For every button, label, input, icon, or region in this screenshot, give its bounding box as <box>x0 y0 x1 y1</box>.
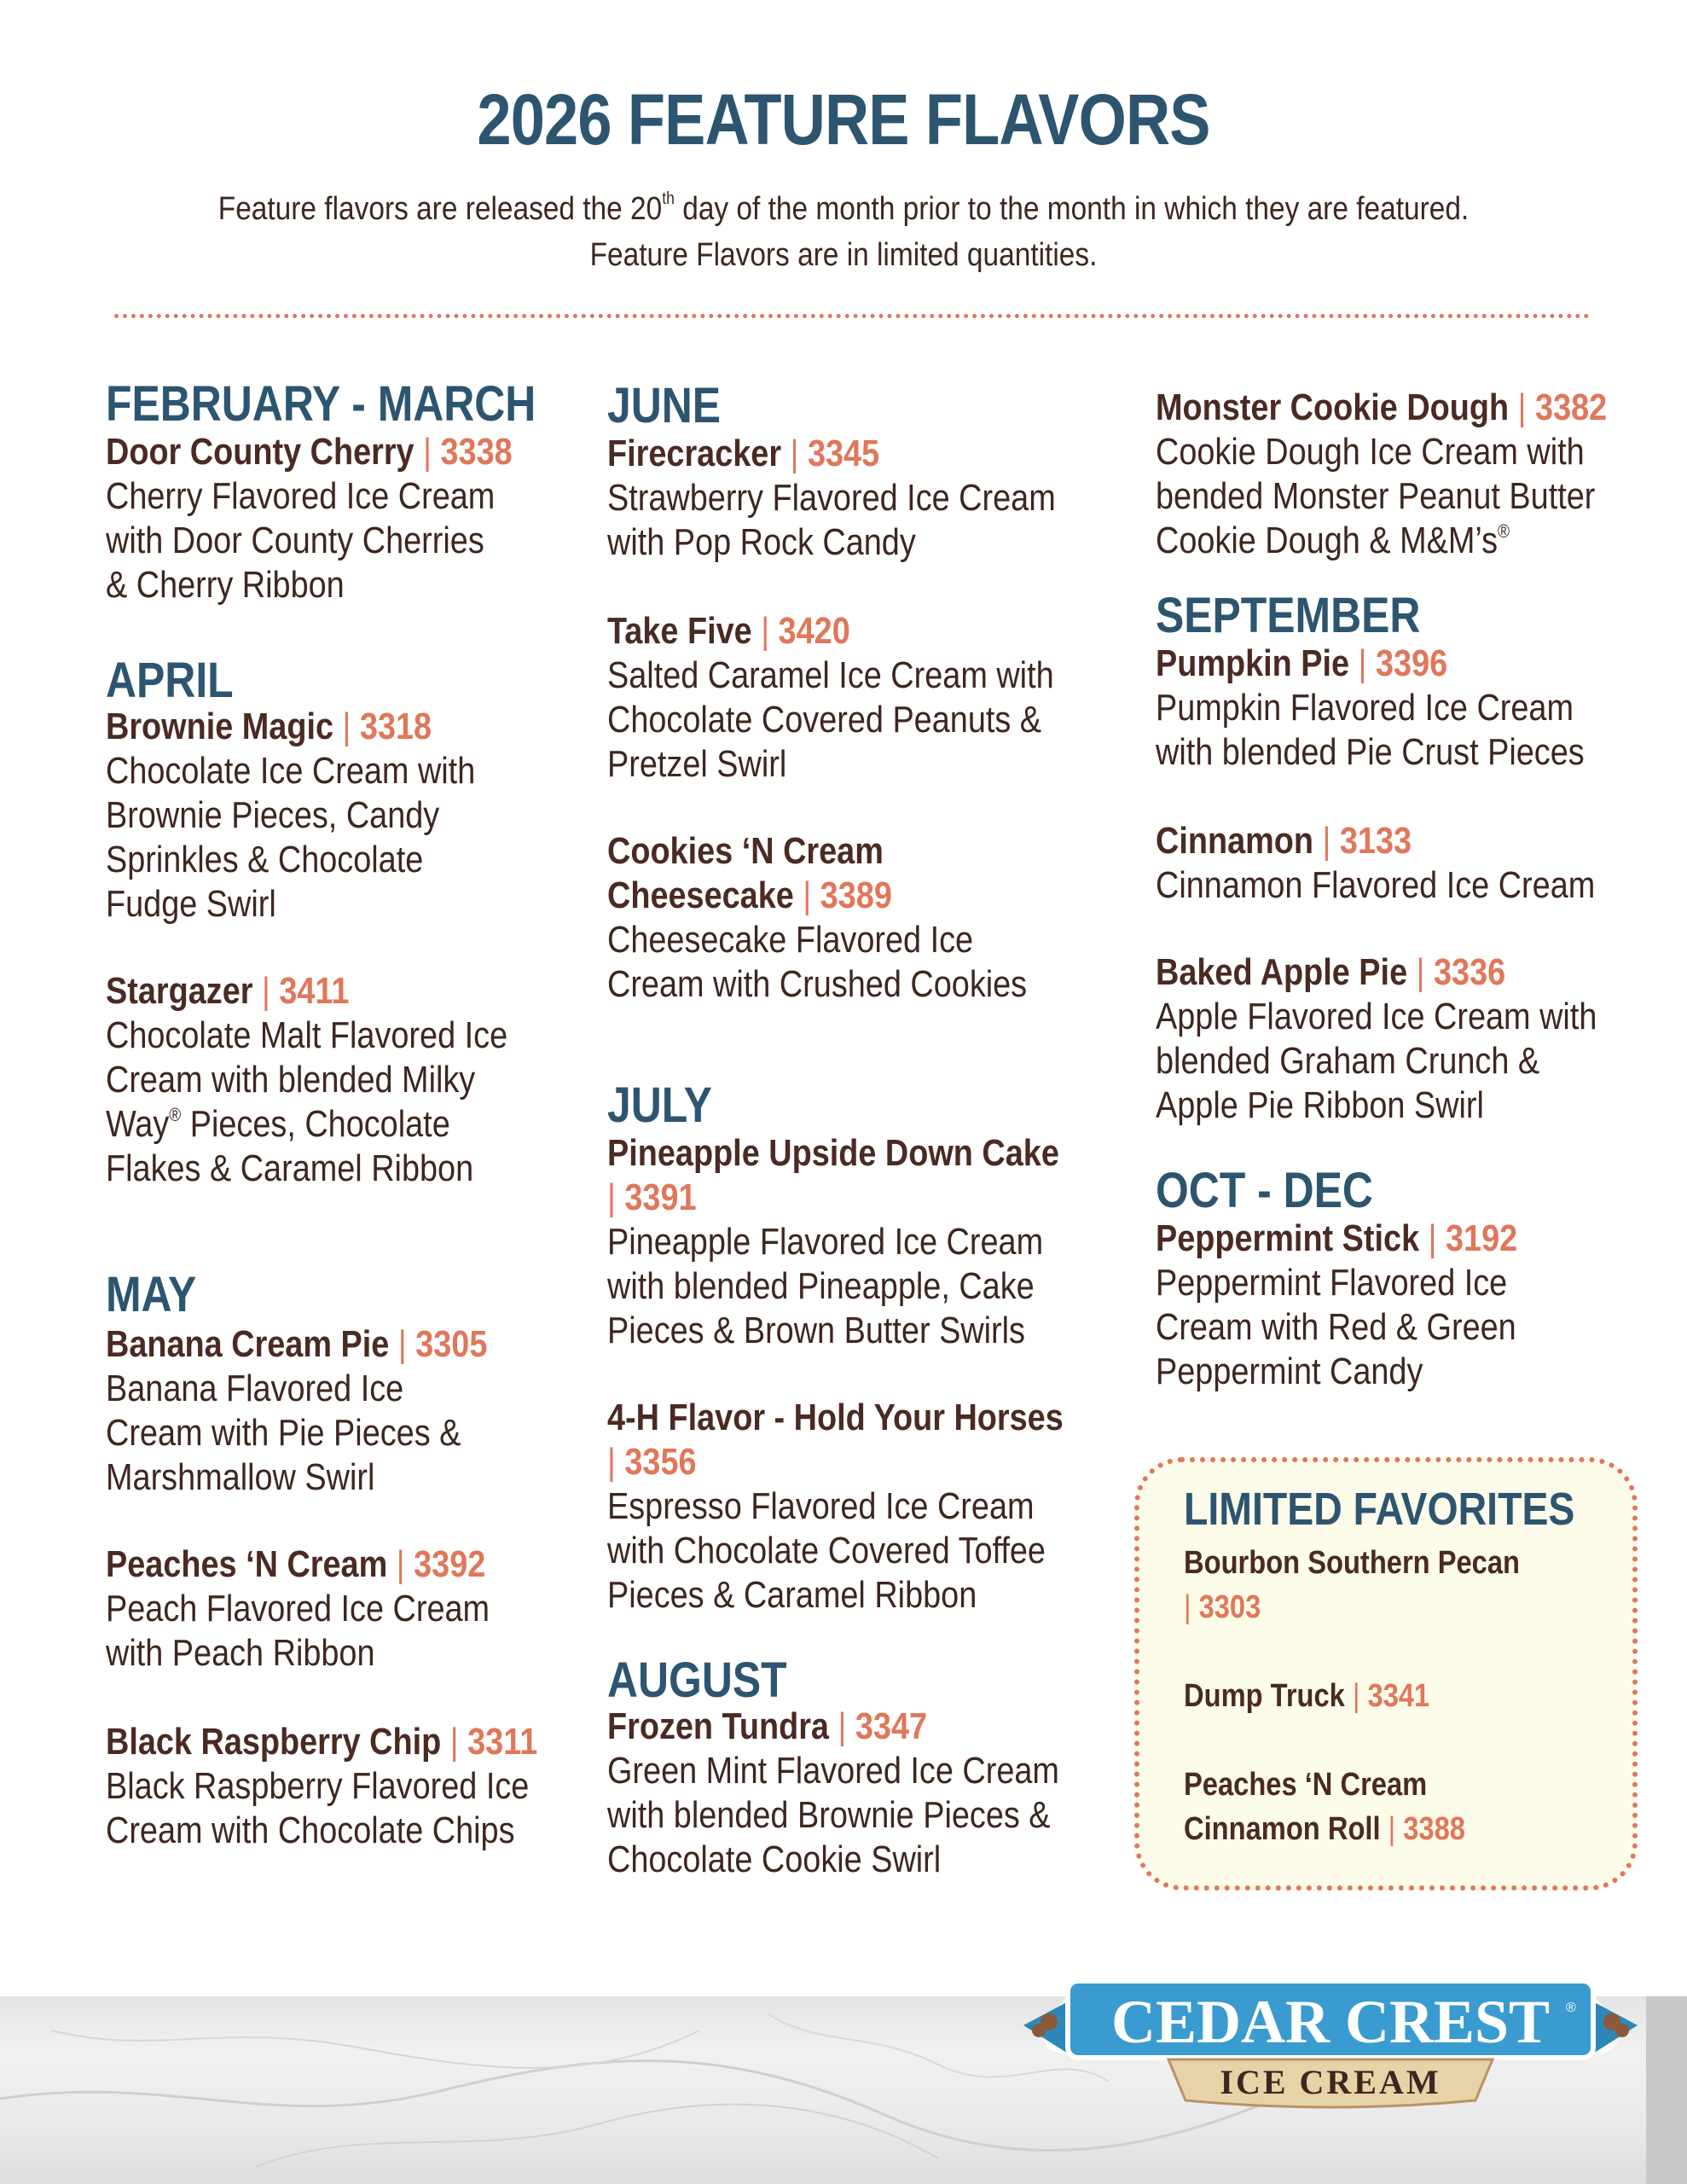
favorite-code: 3303 <box>1198 1589 1261 1625</box>
intro-line1-end: day of the month prior to the month in which they are featured. <box>674 191 1470 227</box>
desc-line: Strawberry Flavored Ice Cream <box>607 477 1056 519</box>
flavor-name <box>607 1396 1064 1440</box>
desc-line: Peppermint Candy <box>1156 1350 1423 1392</box>
separator: | <box>449 1721 459 1763</box>
logo-tagline: ICE CREAM <box>1220 2063 1441 2101</box>
flavor-description <box>106 474 619 607</box>
desc-line: with Door County Cherries <box>106 520 484 561</box>
desc-line: Cream with Crushed Cookies <box>607 963 1028 1005</box>
flavor-code: 3396 <box>1375 642 1448 684</box>
logo-registered: ® <box>1566 2001 1576 2015</box>
desc-line: Cream with Red & Green <box>1156 1306 1516 1348</box>
desc-line: & Cherry Ribbon <box>106 564 345 606</box>
flavor-title: Frozen Tundra <box>607 1705 829 1747</box>
separator: | <box>838 1705 847 1747</box>
flavor-name <box>1156 1217 1596 1261</box>
desc-line: with Pop Rock Candy <box>607 521 916 563</box>
flavor-title: Pumpkin Pie <box>1156 642 1350 684</box>
desc-line: Peppermint Flavored Ice <box>1156 1262 1508 1304</box>
desc-line: Pieces & Brown Butter Swirls <box>607 1310 1025 1351</box>
favorite-code-line <box>1184 1585 1261 1629</box>
desc-line: Sprinkles & Chocolate <box>106 839 424 880</box>
flavor-hold-your-horses <box>607 1396 1119 1618</box>
flavor-stargazer <box>106 969 617 1191</box>
flavor-description <box>106 1764 619 1853</box>
desc-line: Chocolate Ice Cream with <box>106 750 476 792</box>
desc-line: Cookie Dough Ice Cream with <box>1156 431 1585 473</box>
flavor-description <box>106 1014 619 1191</box>
heading-july: JULY <box>607 1077 712 1133</box>
flavor-name-line2 <box>607 874 1047 918</box>
desc-line: Peach Flavored Ice Cream <box>106 1588 490 1629</box>
flavor-description <box>1156 863 1669 908</box>
flavor-door-county-cherry <box>106 430 617 607</box>
desc-line: with blended Pineapple, Cake <box>607 1265 1035 1307</box>
desc-line: Brownie Pieces, Candy <box>106 794 440 836</box>
flavor-cinnamon <box>1156 819 1667 908</box>
flavor-code: 3411 <box>279 970 350 1012</box>
flavor-description <box>607 918 1121 1007</box>
flavor-code: 3356 <box>624 1441 697 1483</box>
separator: | <box>607 1176 616 1218</box>
flavor-title: Peppermint Stick <box>1156 1217 1420 1259</box>
flavor-baked-apple-pie <box>1156 950 1667 1128</box>
flavor-code: 3382 <box>1535 386 1608 428</box>
flavor-description <box>106 1587 619 1676</box>
desc-line: Cheesecake Flavored Ice <box>607 919 974 961</box>
separator: | <box>397 1323 407 1365</box>
flavor-description <box>1156 430 1669 563</box>
logo-brand: CEDAR CREST <box>1110 1988 1551 2056</box>
separator: | <box>1184 1589 1191 1625</box>
flavor-code-line <box>607 1176 1047 1220</box>
flavor-name <box>1156 819 1596 863</box>
favorite-code: 3388 <box>1403 1811 1465 1847</box>
flavor-description <box>607 653 1121 787</box>
desc-line: Marshmallow Swirl <box>106 1456 375 1498</box>
flavor-name <box>106 1542 546 1587</box>
flavor-name <box>106 1322 546 1367</box>
flavor-pineapple-upside-down-cake <box>607 1131 1119 1353</box>
separator: | <box>1388 1811 1396 1847</box>
flavor-code-line <box>607 1440 1047 1484</box>
flavor-name <box>106 1720 546 1764</box>
desc-line: Pumpkin Flavored Ice Cream <box>1156 687 1574 729</box>
intro-text <box>101 186 1586 278</box>
desc-line: Black Raspberry Flavored Ice <box>106 1765 530 1807</box>
cedar-crest-logo <box>1015 1947 1646 2117</box>
flavor-pumpkin-pie <box>1156 642 1667 775</box>
flavor-title: Baked Apple Pie <box>1156 951 1408 993</box>
flavor-description <box>1156 686 1669 775</box>
flavor-title: Take Five <box>607 610 752 652</box>
desc-text: Pieces, Chocolate <box>181 1103 450 1145</box>
flavor-banana-cream-pie <box>106 1322 617 1500</box>
flavor-name <box>607 1705 1047 1749</box>
flavor-title: Peaches ‘N Cream <box>106 1543 388 1585</box>
separator: | <box>790 433 799 474</box>
separator: | <box>261 970 270 1012</box>
desc-line: blended Graham Crunch & <box>1156 1040 1540 1082</box>
flavor-title: Cinnamon <box>1156 820 1313 862</box>
flavor-name <box>607 1131 1059 1176</box>
flavor-description <box>607 1484 1121 1618</box>
flavor-monster-cookie-dough <box>1156 386 1667 563</box>
flavor-frozen-tundra <box>607 1705 1119 1882</box>
flavor-code: 3347 <box>855 1705 928 1747</box>
flavor-code: 3318 <box>359 706 432 747</box>
flavor-code: 3338 <box>440 431 513 473</box>
desc-line: Chocolate Malt Flavored Ice <box>106 1014 508 1056</box>
desc-line <box>1156 519 1669 563</box>
separator: | <box>396 1543 405 1585</box>
separator: | <box>1322 820 1331 862</box>
flavor-title: Stargazer <box>106 970 253 1012</box>
desc-line: Cherry Flavored Ice Cream <box>106 475 496 517</box>
desc-line: Salted Caramel Ice Cream with <box>607 654 1054 696</box>
desc-text: Way <box>106 1103 170 1145</box>
flavor-black-raspberry-chip <box>106 1720 617 1853</box>
registered-mark: ® <box>169 1104 182 1125</box>
flavor-code: 3345 <box>807 433 880 474</box>
desc-line: Cream with Pie Pieces & <box>106 1412 461 1454</box>
flavor-description <box>607 476 1121 565</box>
flavor-description <box>607 1220 1121 1353</box>
intro-superscript: th <box>662 189 675 208</box>
flavor-name <box>106 430 546 474</box>
separator: | <box>1358 642 1367 684</box>
flavor-peppermint-stick <box>1156 1217 1667 1394</box>
flavor-cookies-n-cream-cheesecake <box>607 829 1119 1007</box>
heading-may: MAY <box>106 1267 197 1322</box>
flavor-name <box>607 829 1047 874</box>
favorite-bourbon-southern-pecan <box>1184 1541 1520 1585</box>
flavor-code: 3391 <box>624 1176 697 1218</box>
flavor-title: Brownie Magic <box>106 706 334 747</box>
flavor-code: 3420 <box>778 610 850 652</box>
desc-line: with blended Brownie Pieces & <box>607 1794 1051 1836</box>
favorite-name: Dump Truck <box>1184 1678 1345 1714</box>
heading-september: SEPTEMBER <box>1156 588 1421 643</box>
flavor-title: Monster Cookie Dough <box>1156 386 1510 428</box>
favorite-name-line2 <box>1184 1807 1465 1851</box>
desc-line: with Peach Ribbon <box>106 1632 375 1674</box>
flavor-take-five <box>607 609 1119 787</box>
favorite-code: 3341 <box>1367 1678 1430 1714</box>
flavor-code: 3392 <box>414 1543 486 1585</box>
desc-line: bended Monster Peanut Butter <box>1156 475 1596 517</box>
flavor-code: 3305 <box>415 1323 488 1365</box>
flavor-code: 3133 <box>1339 820 1412 862</box>
heading-august: AUGUST <box>607 1653 787 1708</box>
page-title: 2026 FEATURE FLAVORS <box>477 79 1210 160</box>
flavor-name <box>607 609 1047 653</box>
flavor-title: Firecracker <box>607 433 782 474</box>
heading-june: JUNE <box>607 378 722 433</box>
favorite-name: Bourbon Southern Pecan <box>1184 1545 1521 1581</box>
flavor-name <box>1156 950 1596 995</box>
flavor-description <box>106 1367 619 1500</box>
desc-line: Espresso Flavored Ice Cream <box>607 1485 1035 1527</box>
flavor-title: Cheesecake <box>607 874 794 916</box>
favorite-dump-truck <box>1184 1674 1429 1718</box>
desc-line: with blended Pie Crust Pieces <box>1156 731 1585 773</box>
desc-line: Chocolate Covered Peanuts & <box>607 699 1042 741</box>
heading-oct-dec: OCT - DEC <box>1156 1163 1373 1218</box>
dotted-divider <box>114 314 1590 325</box>
desc-line: Green Mint Flavored Ice Cream <box>607 1750 1059 1792</box>
separator: | <box>1428 1217 1437 1259</box>
desc-line <box>106 1102 619 1147</box>
flavor-code: 3389 <box>820 874 892 916</box>
desc-line: Banana Flavored Ice <box>106 1368 404 1409</box>
separator: | <box>423 431 432 473</box>
desc-text: Cookie Dough & M&M’s <box>1156 520 1499 561</box>
desc-line: Cream with Chocolate Chips <box>106 1809 515 1851</box>
flavor-name <box>106 705 546 749</box>
flavor-code: 3311 <box>467 1721 538 1763</box>
flavor-description <box>607 1749 1121 1882</box>
favorite-name: Cinnamon Roll <box>1184 1811 1381 1847</box>
separator: | <box>1352 1678 1360 1714</box>
desc-line: Cream with blended Milky <box>106 1059 476 1101</box>
desc-line: Pineapple Flavored Ice Cream <box>607 1221 1044 1263</box>
flavor-title: 4-H Flavor - Hold Your Horses <box>607 1397 1064 1438</box>
separator: | <box>1517 386 1527 428</box>
heading-feb-march: FEBRUARY - MARCH <box>106 376 536 432</box>
desc-line: Apple Flavored Ice Cream with <box>1156 996 1597 1037</box>
desc-line: Flakes & Caramel Ribbon <box>106 1147 474 1189</box>
separator: | <box>1416 951 1425 993</box>
flavor-title: Pineapple Upside Down Cake <box>607 1132 1059 1174</box>
desc-line: Pretzel Swirl <box>607 743 787 785</box>
flavor-title: Door County Cherry <box>106 431 415 473</box>
registered-mark: ® <box>1498 520 1510 542</box>
flavor-name <box>1156 642 1596 686</box>
flavor-title: Black Raspberry Chip <box>106 1721 442 1763</box>
limited-favorites-heading: LIMITED FAVORITES <box>1184 1484 1575 1535</box>
flavor-description <box>1156 1261 1669 1394</box>
favorite-name: Peaches ‘N Cream <box>1184 1767 1428 1803</box>
separator: | <box>803 874 812 916</box>
flavor-peaches-n-cream <box>106 1542 617 1676</box>
favorite-peaches-n-cream-cinnamon-roll <box>1184 1763 1427 1807</box>
desc-line: Cinnamon Flavored Ice Cream <box>1156 864 1596 906</box>
flavor-code: 3336 <box>1433 951 1506 993</box>
separator: | <box>761 610 770 652</box>
intro-line2: Feature Flavors are in limited quantities. <box>589 237 1098 273</box>
desc-line: Chocolate Cookie Swirl <box>607 1838 942 1880</box>
flavor-name <box>106 969 546 1014</box>
flavor-title: Banana Cream Pie <box>106 1323 390 1365</box>
desc-line: Pieces & Caramel Ribbon <box>607 1574 977 1616</box>
flavor-code: 3192 <box>1445 1217 1518 1259</box>
desc-line: Fudge Swirl <box>106 883 276 925</box>
desc-line: Apple Pie Ribbon Swirl <box>1156 1084 1484 1126</box>
separator: | <box>607 1441 616 1483</box>
flavor-name <box>607 432 1047 476</box>
flavor-description <box>106 749 619 926</box>
intro-line1-start: Feature flavors are released the 20 <box>217 191 663 227</box>
flavor-name <box>1156 386 1608 430</box>
flavor-description <box>1156 995 1669 1128</box>
flavor-brownie-magic <box>106 705 617 926</box>
flavor-title: Cookies ‘N Cream <box>607 830 884 872</box>
heading-april: APRIL <box>106 653 234 708</box>
flavor-firecracker <box>607 432 1119 565</box>
separator: | <box>342 706 351 747</box>
desc-line: with Chocolate Covered Toffee <box>607 1530 1046 1571</box>
